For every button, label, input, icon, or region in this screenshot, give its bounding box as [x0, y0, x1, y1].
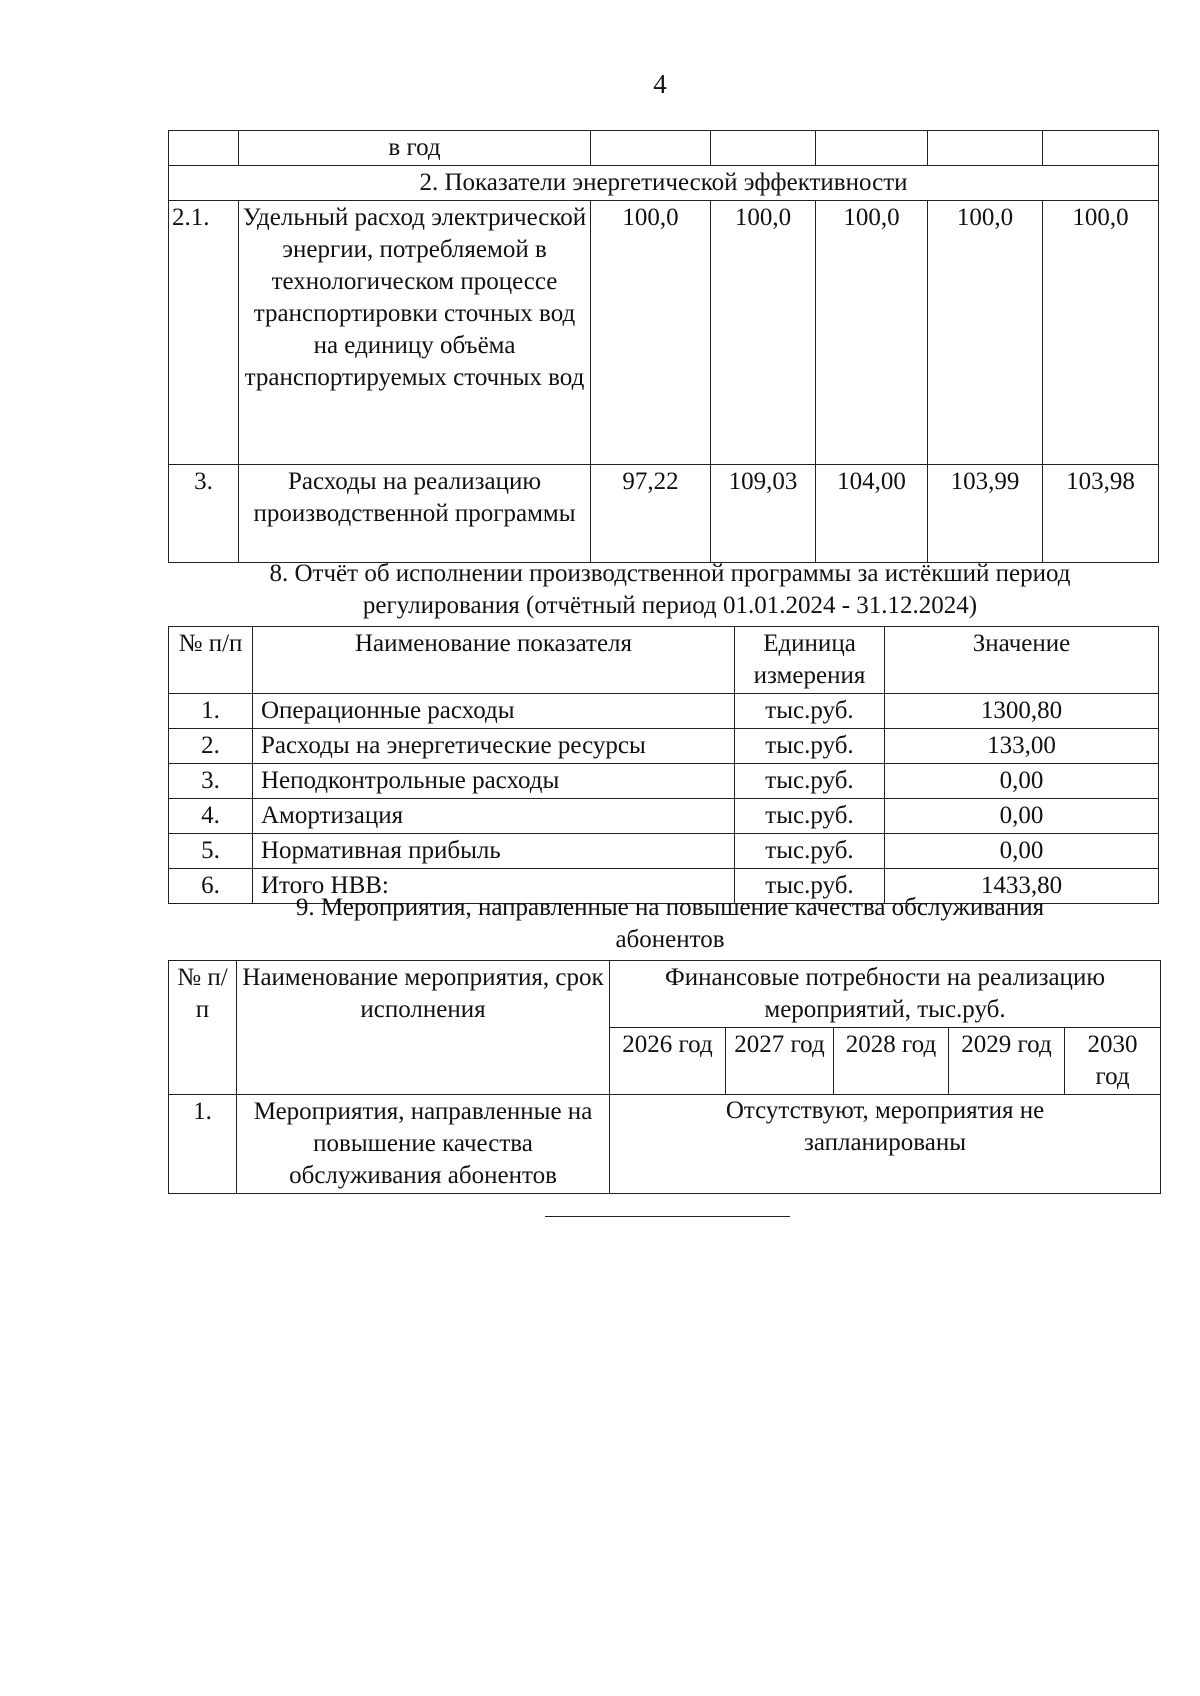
indicator-name: Нормативная прибыль — [253, 834, 735, 869]
indicator-value — [711, 131, 816, 166]
value: 0,00 — [885, 764, 1159, 799]
table-row — [169, 799, 1159, 834]
section-9-title: 9. Мероприятия, направленные на повышение качества обслуживания абонентов — [295, 894, 1045, 953]
table-row — [169, 834, 1159, 869]
header-name: Наименование показателя — [253, 627, 735, 694]
value: 133,00 — [885, 729, 1159, 764]
row-number: 4. — [169, 799, 253, 834]
indicator-value: 100,0 — [711, 201, 816, 465]
header-unit: Единица измерения — [735, 627, 885, 694]
indicator-name: Итого НВВ: — [253, 869, 735, 904]
header-num: № п/п — [169, 961, 237, 1095]
value: 1433,80 — [885, 869, 1159, 904]
row-number — [169, 131, 239, 166]
indicator-name: Расходы на энергетические ресурсы — [253, 729, 735, 764]
unit: тыс.руб. — [735, 729, 885, 764]
indicator-value: 104,00 — [816, 465, 928, 563]
indicator-name: Амортизация — [253, 799, 735, 834]
indicator-value — [1043, 131, 1159, 166]
row-number: 2.1. — [169, 201, 239, 465]
header-num: № п/п — [169, 627, 253, 694]
year-2030: 2030 год — [1065, 1028, 1161, 1095]
row-number: 6. — [169, 869, 253, 904]
unit: тыс.руб. — [735, 694, 885, 729]
unit: тыс.руб. — [735, 834, 885, 869]
unit: тыс.руб. — [735, 869, 885, 904]
page-number: 4 — [653, 69, 667, 99]
table-row — [169, 764, 1159, 799]
value: 1300,80 — [885, 694, 1159, 729]
indicator-value: 109,03 — [711, 465, 816, 563]
indicator-value — [816, 131, 928, 166]
indicator-value: 100,0 — [928, 201, 1043, 465]
year-2026: 2026 год — [610, 1028, 726, 1095]
indicator-value: 100,0 — [816, 201, 928, 465]
table-row — [169, 131, 1159, 166]
report-table — [168, 626, 1159, 904]
section-2-title: 2. Показатели энергетической эффективности — [169, 166, 1159, 201]
indicator-name: Неподконтрольные расходы — [253, 764, 735, 799]
header-row — [169, 961, 1161, 1028]
year-2029: 2029 год — [949, 1028, 1065, 1095]
indicator-value: 103,98 — [1043, 465, 1159, 563]
header-name: Наименование мероприятия, срок исполнения — [237, 961, 610, 1095]
header-row — [169, 627, 1159, 694]
indicator-name: Расходы на реализацию производственной программы — [239, 465, 591, 563]
measure-name: Мероприятия, направленные на повышение качества обслуживания абонентов — [237, 1095, 610, 1194]
header-value: Значение — [885, 627, 1159, 694]
row-number: 3. — [169, 764, 253, 799]
table-row — [169, 1095, 1161, 1194]
year-2027: 2027 год — [726, 1028, 834, 1095]
indicator-value: 97,22 — [591, 465, 711, 563]
table-row — [169, 729, 1159, 764]
indicator-value: 103,99 — [928, 465, 1043, 563]
section-8-title: 8. Отчёт об исполнении производственной программы за истёкший период регулирования (отчётный период 01.01.2024 - 31.12.2024) — [269, 560, 1071, 619]
indicator-name: Удельный расход электрической энергии, потребляемой в технологическом процессе транспортировки сточных вод на единицу объёма транспортируемых сточных вод — [239, 201, 591, 465]
year-2028: 2028 год — [834, 1028, 949, 1095]
row-number: 2. — [169, 729, 253, 764]
indicators-table — [168, 130, 1159, 563]
indicator-name: Операционные расходы — [253, 694, 735, 729]
value: 0,00 — [885, 834, 1159, 869]
value: 0,00 — [885, 799, 1159, 834]
row-number: 3. — [169, 465, 239, 563]
indicator-value: 100,0 — [1043, 201, 1159, 465]
end-divider — [545, 1216, 790, 1217]
table-row — [169, 694, 1159, 729]
table-row — [169, 465, 1159, 563]
unit: тыс.руб. — [735, 764, 885, 799]
row-number: 1. — [169, 1095, 237, 1194]
section-heading-row — [169, 166, 1159, 201]
unit: тыс.руб. — [735, 799, 885, 834]
indicator-name: в год — [239, 131, 591, 166]
table-row — [169, 201, 1159, 465]
measure-note: Отсутствуют, мероприятия не запланированы — [610, 1095, 1161, 1194]
header-finance: Финансовые потребности на реализацию мероприятий, тыс.руб. — [610, 961, 1161, 1028]
indicator-value: 100,0 — [591, 201, 711, 465]
measures-table — [168, 960, 1161, 1194]
row-number: 5. — [169, 834, 253, 869]
indicator-value — [928, 131, 1043, 166]
row-number: 1. — [169, 694, 253, 729]
indicator-value — [591, 131, 711, 166]
